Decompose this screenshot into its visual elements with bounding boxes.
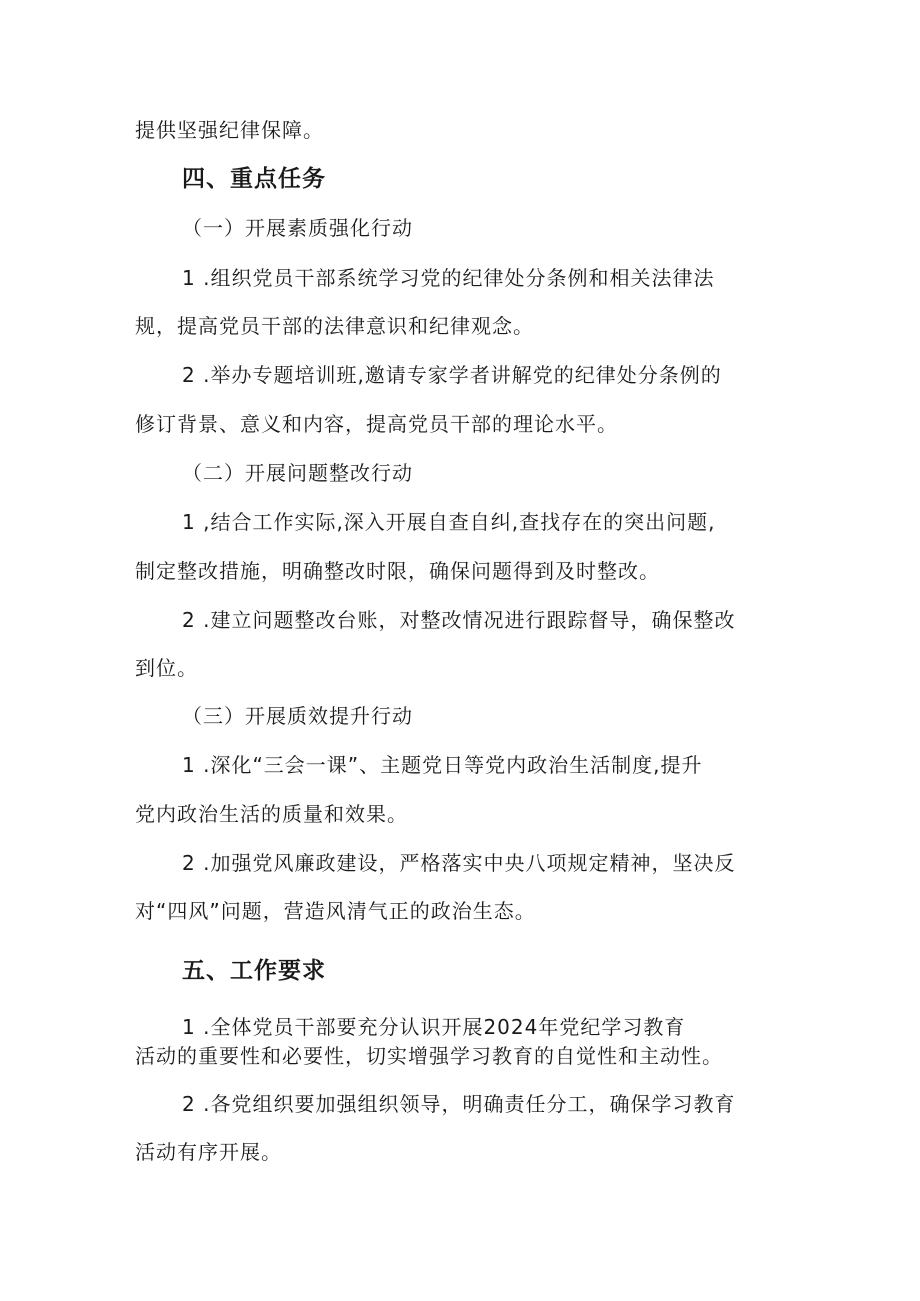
- sub2-item2-line1: 2 .建立问题整改台账，对整改情况进行跟踪督导，确保整改: [182, 608, 736, 632]
- section-5-heading: 五、工作要求: [182, 958, 326, 984]
- sec5-item2-line2: 活动有序开展。: [135, 1140, 282, 1164]
- sub3-item2-line1: 2 .加强党风廉政建设，严格落实中央八项规定精神，坚决反: [182, 851, 736, 875]
- subsection-2-title: （二）开展问题整改行动: [182, 461, 413, 485]
- sub3-item2-line2: 对“四风”问题，营造风清气正的政治生态。: [135, 899, 536, 923]
- sec5-item1-line2: 活动的重要性和必要性，切实增强学习教育的自觉性和主动性。: [135, 1044, 723, 1068]
- sub3-item1-line2: 党内政治生活的质量和效果。: [135, 802, 408, 826]
- sub2-item1-line2: 制定整改措施，明确整改时限，确保问题得到及时整改。: [135, 559, 660, 583]
- subsection-1-title: （一）开展素质强化行动: [182, 216, 413, 240]
- sec5-item2-line1: 2 .各党组织要加强组织领导，明确责任分工，确保学习教育: [182, 1092, 736, 1116]
- sec5-item1-line1: 1 .全体党员干部要充分认识开展2024年党纪学习教育: [182, 1015, 686, 1039]
- sub1-item1-line1: 1 .组织党员干部系统学习党的纪律处分条例和相关法律法: [182, 266, 715, 290]
- subsection-3-title: （三）开展质效提升行动: [182, 704, 413, 728]
- sub2-item2-line2: 到位。: [135, 656, 198, 680]
- sub1-item1-line2: 规，提高党员干部的法律意识和纪律观念。: [135, 314, 534, 338]
- section-4-heading: 四、重点任务: [182, 166, 326, 192]
- sub1-item2-line1: 2 .举办专题培训班,邀请专家学者讲解党的纪律处分条例的: [182, 363, 722, 387]
- sub2-item1-line1: 1 ,结合工作实际,深入开展自查自纠,查找存在的突出问题,: [182, 510, 716, 534]
- sub1-item2-line2: 修订背景、意义和内容，提高党员干部的理论水平。: [135, 412, 618, 436]
- intro-tail-line: 提供坚强纪律保障。: [135, 118, 324, 142]
- sub3-item1-line1: 1 .深化“三会一课”、主题党日等党内政治生活制度,提升: [182, 753, 703, 777]
